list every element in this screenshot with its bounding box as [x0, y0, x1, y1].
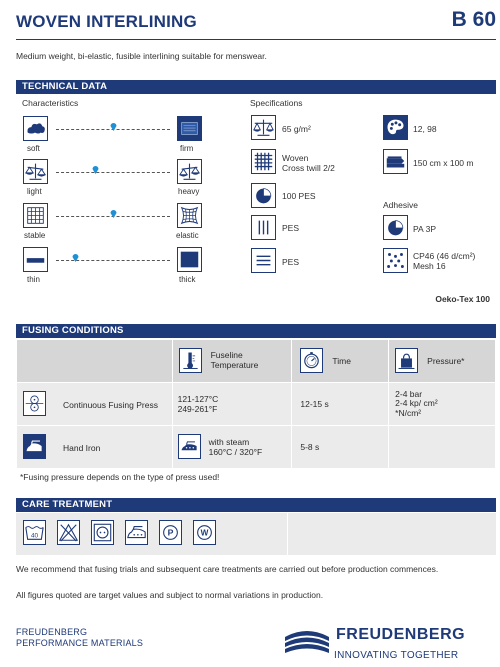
- product-code: B 60: [451, 8, 496, 31]
- pressure-press-cell: [389, 383, 496, 426]
- spec-construction-1: Woven: [282, 153, 309, 163]
- spec-weft: PES: [282, 257, 300, 267]
- page-title: WOVEN INTERLINING: [16, 12, 197, 31]
- method-press: Continuous Fusing Press: [63, 400, 158, 410]
- grid-elastic-icon: [177, 203, 202, 228]
- label-stable: stable: [24, 231, 46, 240]
- grid-stable-icon: [23, 203, 48, 228]
- adhesive-heading: Adhesive: [383, 200, 418, 210]
- method-press-cell: [17, 383, 173, 426]
- spec-construction-2: Cross twill 2/2: [282, 163, 335, 173]
- scale-light-icon: [23, 159, 48, 184]
- spec-adhesive: PA 3P: [413, 224, 436, 234]
- header-temp-2: Temperature: [210, 360, 259, 370]
- temp-iron-value: 160°C / 320°F: [208, 447, 263, 457]
- pressure-bar: 2-4 bar: [395, 388, 423, 399]
- adhesive-pie-icon: [383, 215, 408, 240]
- header-temp-1: Fuseline: [210, 350, 243, 360]
- weight-scale-icon: [251, 115, 276, 140]
- care-symbols-row: [16, 513, 496, 555]
- temp-press-c: 121-127°C: [177, 394, 219, 404]
- wet-clean-w-icon: [193, 520, 216, 545]
- label-firm: firm: [180, 144, 194, 153]
- dry-clean-letter: P: [167, 527, 174, 538]
- freudenberg-logo-icon: [283, 627, 331, 657]
- method-iron: Hand Iron: [63, 443, 101, 453]
- fusing-header-pressure: [389, 340, 496, 383]
- slider-weight: [56, 172, 170, 173]
- label-light: light: [27, 187, 42, 196]
- footer-company-1: FREUDENBERG: [16, 627, 88, 637]
- header-time: Time: [332, 356, 351, 366]
- temp-iron-steam: with steam: [208, 437, 250, 447]
- slider-elasticity: [56, 216, 170, 217]
- product-description: Medium weight, bi-elastic, fusible interlining suitable for menswear.: [16, 51, 267, 61]
- slider-softness: [56, 129, 170, 130]
- wash-40-icon: [23, 520, 46, 545]
- fusing-header-row: [17, 340, 496, 383]
- fusing-row-press: [17, 383, 496, 426]
- slider-marker: [92, 165, 99, 174]
- fusing-table: [16, 339, 496, 469]
- fabric-roll-icon: [383, 149, 408, 174]
- spec-dimensions: 150 cm x 100 m: [413, 158, 474, 168]
- characteristics-heading: Characteristics: [22, 98, 79, 108]
- fusing-conditions-bar: FUSING CONDITIONS: [16, 324, 496, 338]
- footer-tagline: INNOVATING TOGETHER: [334, 650, 459, 661]
- firm-block-icon: [177, 116, 202, 141]
- temp-press-f: 249-261°F: [177, 404, 218, 414]
- pie-composition-icon: [251, 183, 276, 208]
- wet-clean-letter: W: [200, 528, 209, 538]
- method-iron-cell: [17, 426, 173, 469]
- scale-heavy-icon: [177, 159, 202, 184]
- thermometer-icon: [179, 348, 202, 373]
- time-iron: 5-8 s: [300, 442, 320, 452]
- footer-company-2: PERFORMANCE MATERIALS: [16, 638, 144, 648]
- slider-marker: [72, 253, 79, 262]
- time-press: 12-15 s: [300, 399, 329, 409]
- spec-colors: 12, 98: [413, 124, 437, 134]
- stopwatch-icon: [300, 348, 323, 373]
- fusing-header-temperature: [172, 340, 292, 383]
- weft-lines-icon: [251, 248, 276, 273]
- header-pressure: Pressure*: [427, 356, 465, 366]
- steam-iron-icon: [178, 434, 201, 459]
- thin-layer-icon: [23, 247, 48, 272]
- fusing-row-iron: [17, 426, 496, 469]
- pressure-kp: 2-4 kp/ cm²: [395, 398, 438, 409]
- spec-warp: PES: [282, 223, 300, 233]
- slider-marker: [110, 122, 117, 131]
- hand-iron-icon: [23, 434, 46, 459]
- label-elastic: elastic: [176, 231, 199, 240]
- fusing-press-icon: [23, 391, 46, 416]
- spec-dots-1: CP46 (46 d/cm²): [413, 251, 476, 261]
- fusing-header-empty: [17, 340, 173, 383]
- technical-data-bar: TECHNICAL DATA: [16, 80, 496, 94]
- care-treatment-bar: CARE TREATMENT: [16, 498, 496, 512]
- specifications-heading: Specifications: [250, 98, 303, 108]
- spec-composition: 100 PES: [282, 191, 316, 201]
- certification-label: Oeko-Tex 100: [435, 294, 490, 304]
- footer-brand: FREUDENBERG: [336, 626, 466, 643]
- footer-company: [16, 627, 143, 649]
- pressure-iron-cell: [389, 426, 496, 469]
- warp-lines-icon: [251, 215, 276, 240]
- no-bleach-icon: [57, 520, 80, 545]
- dry-clean-p-icon: [159, 520, 182, 545]
- label-soft: soft: [27, 144, 40, 153]
- spec-weight: 65 g/m²: [282, 124, 311, 134]
- time-press-cell: [292, 383, 389, 426]
- tumble-dry-icon: [91, 520, 114, 545]
- label-thin: thin: [27, 275, 40, 284]
- care-note-2: All figures quoted are target values and subject to normal variations in production.: [16, 590, 324, 600]
- pressure-n: *N/cm²: [395, 407, 422, 418]
- label-thick: thick: [179, 275, 196, 284]
- time-iron-cell: [292, 426, 389, 469]
- color-palette-icon: [383, 115, 408, 140]
- label-heavy: heavy: [178, 187, 200, 196]
- weight-icon: [395, 348, 418, 373]
- care-note-1: We recommend that fusing trials and subsequent care treatments are carried out before production commences.: [16, 564, 439, 574]
- temp-press-cell: [172, 383, 292, 426]
- fusing-footnote: *Fusing pressure depends on the type of press used!: [20, 472, 220, 482]
- header-divider: [16, 39, 496, 40]
- wash-temp: 40: [30, 532, 39, 540]
- slider-marker: [110, 209, 117, 218]
- weave-grid-icon: [251, 149, 276, 174]
- cloud-icon: [23, 116, 48, 141]
- thick-layer-icon: [177, 247, 202, 272]
- temp-iron-cell: [172, 426, 292, 469]
- dot-pattern-icon: [383, 248, 408, 273]
- slider-thickness: [56, 260, 170, 261]
- iron-care-icon: [125, 520, 148, 545]
- fusing-header-time: [292, 340, 389, 383]
- spec-dots-2: Mesh 16: [413, 261, 446, 271]
